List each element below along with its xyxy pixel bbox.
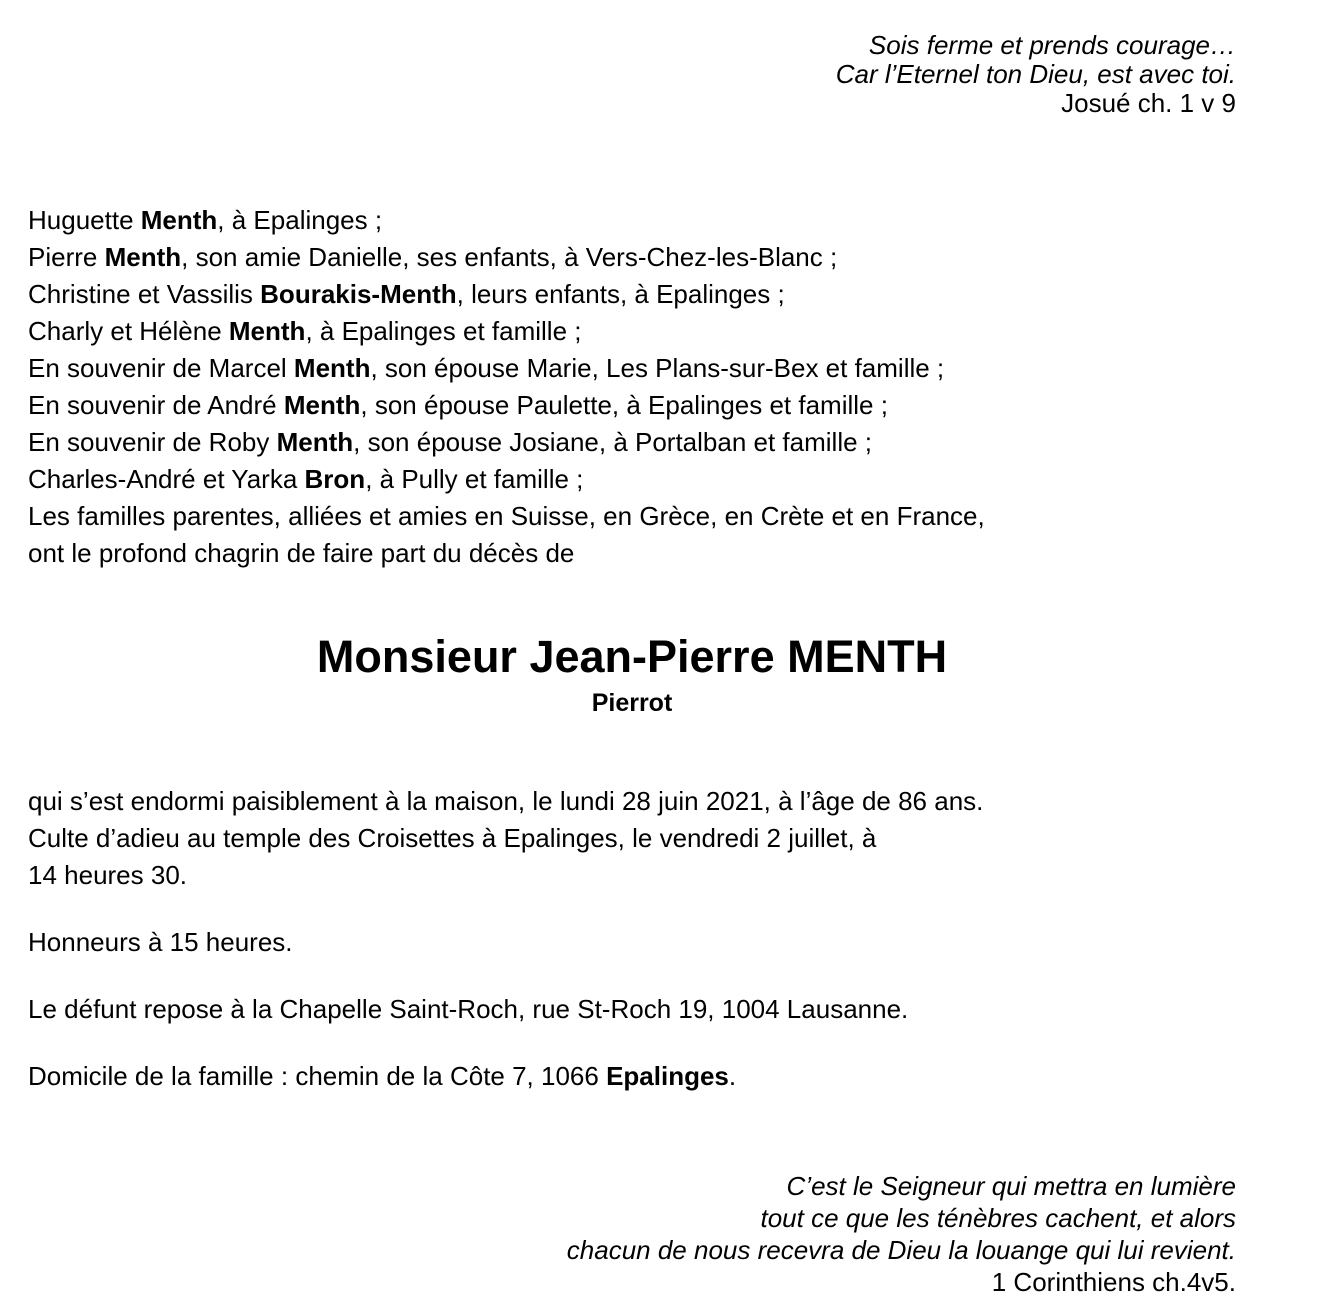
text-segment: Pierre <box>28 242 105 272</box>
text-line <box>28 498 1236 535</box>
text-segment: Charly et Hélène <box>28 316 229 346</box>
text-line <box>28 350 1236 387</box>
text-segment: Bourakis-Menth <box>260 279 457 309</box>
text-segment: En souvenir de André <box>28 390 284 420</box>
text-segment: Epalinges <box>606 1060 729 1091</box>
text-segment: ont le profond chagrin de faire part du décès de <box>28 538 575 568</box>
text-segment: 14 heures 30. <box>28 859 188 890</box>
closing-quote <box>28 1170 1236 1298</box>
text-segment: Culte d’adieu au temple des Croisettes à Epalinges, le vendredi 2 juillet, à <box>28 822 877 853</box>
text-segment: Huguette <box>28 205 141 235</box>
text-segment: Bron <box>304 464 366 494</box>
text-segment: , son amie Danielle, ses enfants, à Vers-Chez-les-Blanc ; <box>181 242 838 272</box>
text-segment: Menth <box>104 242 182 272</box>
text-segment: , à Epalinges et famille ; <box>305 316 582 346</box>
text-segment: Domicile de la famille : chemin de la Côte 7, 1066 <box>28 1060 607 1091</box>
text-segment: . <box>728 1060 737 1091</box>
text-segment: , son épouse Marie, Les Plans-sur-Bex et famille ; <box>370 353 945 383</box>
text-segment: , à Pully et famille ; <box>365 464 584 494</box>
text-line <box>28 313 1236 350</box>
text-segment: , leurs enfants, à Epalinges ; <box>456 279 785 309</box>
text-line <box>28 1170 1236 1202</box>
text-line <box>28 1266 1236 1298</box>
text-line <box>28 461 1236 498</box>
text-line <box>28 991 1236 1028</box>
text-line <box>28 783 1236 820</box>
text-line <box>28 31 1236 60</box>
text-line <box>28 60 1236 89</box>
text-line <box>28 202 1236 239</box>
text-segment: Josué ch. 1 v 9 <box>1061 88 1236 118</box>
text-segment: , son épouse Paulette, à Epalinges et famille ; <box>360 390 888 420</box>
text-segment: qui s’est endormi paisiblement à la maison, le lundi 28 juin 2021, à l’âge de 86 ans. <box>28 785 984 816</box>
text-segment: Menth <box>283 390 361 420</box>
text-line <box>28 1234 1236 1266</box>
deceased-nickname: Pierrot <box>591 688 673 717</box>
paragraph <box>28 924 1236 961</box>
family-announcement-list <box>28 202 1236 572</box>
text-segment: , à Epalinges ; <box>217 205 383 235</box>
text-segment: C’est le Seigneur qui mettra en lumière <box>786 1170 1236 1201</box>
text-segment: Car l’Eternel ton Dieu, est avec toi. <box>835 59 1236 89</box>
text-line <box>28 535 1236 572</box>
opening-quote <box>28 0 1236 118</box>
text-segment: En souvenir de Roby <box>28 427 277 457</box>
text-segment: Les familles parentes, alliées et amies en Suisse, en Grèce, en Crète et en France, <box>28 501 985 531</box>
paragraph <box>28 991 1236 1028</box>
text-line <box>28 1058 1236 1095</box>
text-line <box>28 424 1236 461</box>
text-segment: Menth <box>276 427 354 457</box>
text-segment: Menth <box>228 316 306 346</box>
paragraph <box>28 1058 1236 1095</box>
text-line <box>28 239 1236 276</box>
text-segment: En souvenir de Marcel <box>28 353 294 383</box>
text-segment: Le défunt repose à la Chapelle Saint-Roch, rue St-Roch 19, 1004 Lausanne. <box>28 993 909 1024</box>
text-segment: Honneurs à 15 heures. <box>28 926 293 957</box>
text-line <box>28 857 1236 894</box>
text-segment: tout ce que les ténèbres cachent, et alors <box>760 1202 1236 1233</box>
text-segment: Charles-André et Yarka <box>28 464 305 494</box>
text-segment: chacun de nous recevra de Dieu la louange qui lui revient. <box>566 1234 1236 1265</box>
text-segment: 1 Corinthiens ch.4v5. <box>991 1266 1236 1297</box>
text-segment: Sois ferme et prends courage… <box>868 30 1236 60</box>
ceremony-details <box>28 783 1236 1095</box>
text-line <box>28 276 1236 313</box>
text-segment: Menth <box>140 205 218 235</box>
text-line <box>28 89 1236 118</box>
text-line <box>28 924 1236 961</box>
text-segment: , son épouse Josiane, à Portalban et famille ; <box>353 427 873 457</box>
text-line <box>28 1202 1236 1234</box>
paragraph <box>28 783 1236 894</box>
deceased-name: Monsieur Jean-Pierre MENTH <box>316 631 948 682</box>
text-segment: Christine et Vassilis <box>28 279 261 309</box>
text-line <box>28 387 1236 424</box>
text-line <box>28 820 1236 857</box>
text-segment: Menth <box>293 353 371 383</box>
